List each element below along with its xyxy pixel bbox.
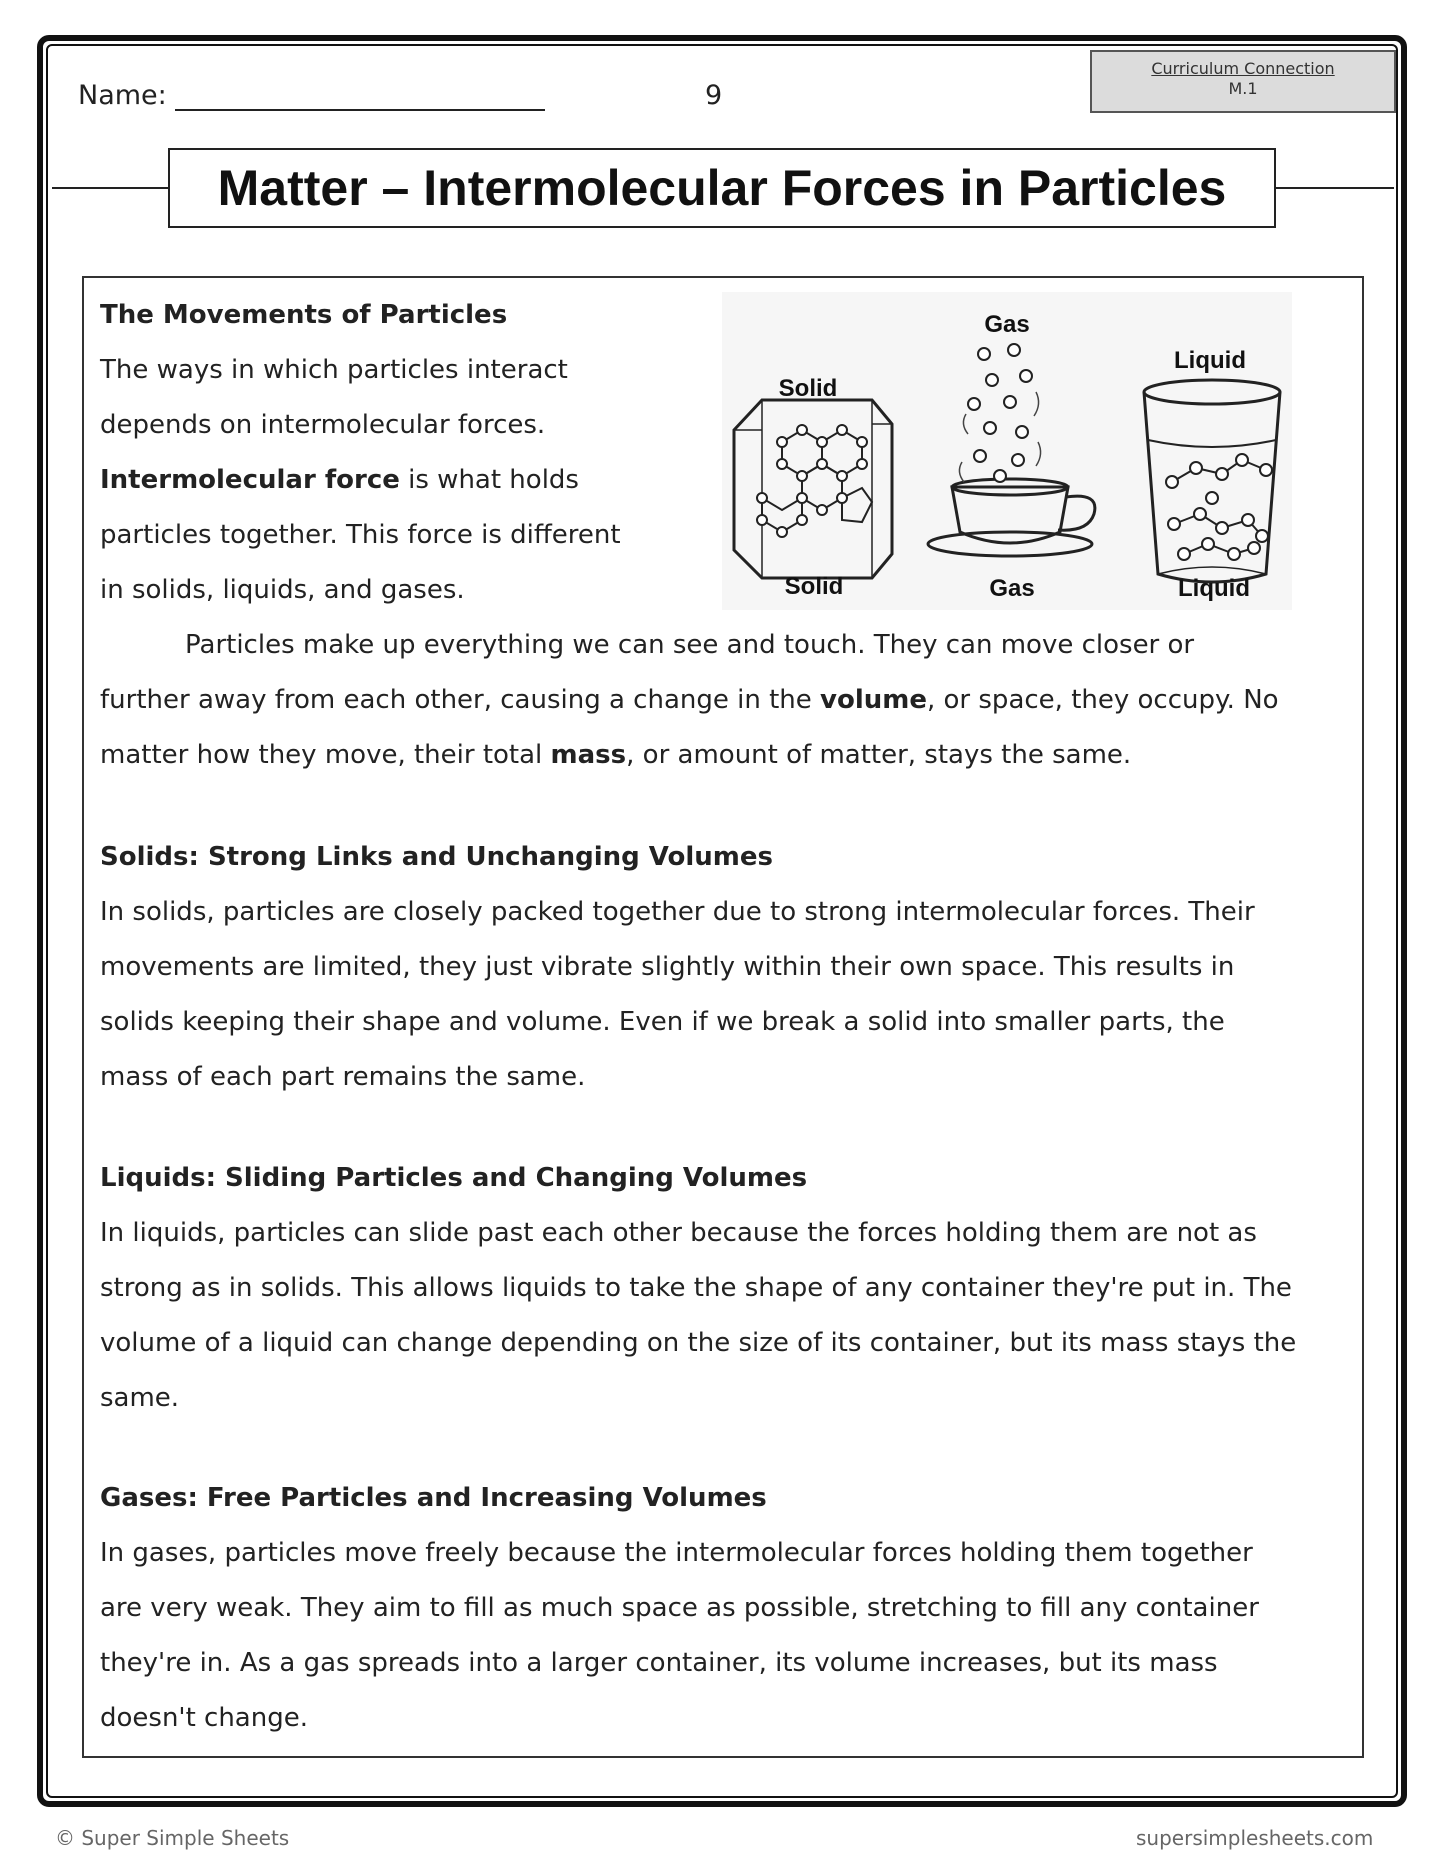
liquid-top-label: Liquid bbox=[1174, 347, 1246, 374]
section-heading-gases: Gases: Free Particles and Increasing Volumes bbox=[100, 1483, 767, 1513]
paragraph-text: , or space, they occupy. No bbox=[927, 685, 1279, 715]
liquid-bottom-label: Liquid bbox=[1178, 575, 1250, 602]
paragraph-line: volume of a liquid can change depending on the size of its container, but its mass stays the bbox=[100, 1328, 1297, 1358]
paragraph-line: they're in. As a gas spreads into a larger container, its volume increases, but its mass bbox=[100, 1648, 1218, 1678]
paragraph-line bbox=[100, 728, 1131, 783]
footer-website-link[interactable]: supersimplesheets.com bbox=[1136, 1826, 1374, 1850]
paragraph-line: The ways in which particles interact bbox=[100, 355, 568, 385]
paragraph-line: In liquids, particles can slide past each other because the forces holding them are not as bbox=[100, 1218, 1257, 1248]
page-number: 9 bbox=[705, 80, 723, 111]
paragraph-line: same. bbox=[100, 1383, 180, 1413]
paragraph-line: doesn't change. bbox=[100, 1703, 308, 1733]
section-heading-liquids: Liquids: Sliding Particles and Changing Volumes bbox=[100, 1163, 808, 1193]
name-blank-line[interactable] bbox=[175, 81, 545, 111]
gas-top-label: Gas bbox=[984, 311, 1030, 338]
page-title: Matter – Intermolecular Forces in Particles bbox=[168, 148, 1276, 228]
paragraph-line: are very weak. They aim to fill as much space as possible, stretching to fill any container bbox=[100, 1593, 1259, 1623]
paragraph-line: depends on intermolecular forces. bbox=[100, 410, 546, 440]
solid-top-label: Solid bbox=[778, 375, 838, 402]
curriculum-connection-title: Curriculum Connection bbox=[1151, 59, 1335, 78]
title-rule-left bbox=[52, 187, 168, 189]
name-label: Name: bbox=[78, 80, 167, 111]
section-heading-movements: The Movements of Particles bbox=[100, 300, 508, 330]
paragraph-line: in solids, liquids, and gases. bbox=[100, 575, 465, 605]
term-mass: mass bbox=[550, 740, 627, 770]
paragraph-line bbox=[100, 673, 1279, 728]
paragraph-text: , or amount of matter, stays the same. bbox=[626, 740, 1132, 770]
title-rule-right bbox=[1276, 187, 1394, 189]
paragraph-line bbox=[100, 453, 579, 508]
paragraph-line: movements are limited, they just vibrate slightly within their own space. This results in bbox=[100, 952, 1235, 982]
paragraph-line: strong as in solids. This allows liquids to take the shape of any container they're put in. The bbox=[100, 1273, 1292, 1303]
solid-bottom-label: Solid bbox=[784, 573, 844, 600]
paragraph-line: In solids, particles are closely packed together due to strong intermolecular forces. Their bbox=[100, 897, 1255, 927]
paragraph-text: matter how they move, their total bbox=[100, 740, 551, 770]
gas-bottom-label: Gas bbox=[989, 575, 1035, 602]
paragraph-line: Particles make up everything we can see and touch. They can move closer or bbox=[185, 630, 1195, 660]
curriculum-connection-box bbox=[1090, 50, 1396, 113]
footer-copyright: © Super Simple Sheets bbox=[55, 1826, 290, 1850]
states-of-matter-illustration bbox=[722, 292, 1292, 610]
paragraph-line: particles together. This force is different bbox=[100, 520, 621, 550]
paragraph-line: In gases, particles move freely because the intermolecular forces holding them together bbox=[100, 1538, 1253, 1568]
paragraph-text: further away from each other, causing a change in the bbox=[100, 685, 821, 715]
section-heading-solids: Solids: Strong Links and Unchanging Volumes bbox=[100, 842, 773, 872]
curriculum-code: M.1 bbox=[1228, 79, 1258, 98]
paragraph-line: mass of each part remains the same. bbox=[100, 1062, 586, 1092]
illustration-background bbox=[722, 292, 1292, 610]
name-field bbox=[78, 80, 545, 111]
term-intermolecular-force: Intermolecular force bbox=[100, 465, 400, 495]
paragraph-text: is what holds bbox=[399, 465, 579, 495]
paragraph-line: solids keeping their shape and volume. Even if we break a solid into smaller parts, the bbox=[100, 1007, 1225, 1037]
term-volume: volume bbox=[820, 685, 927, 715]
